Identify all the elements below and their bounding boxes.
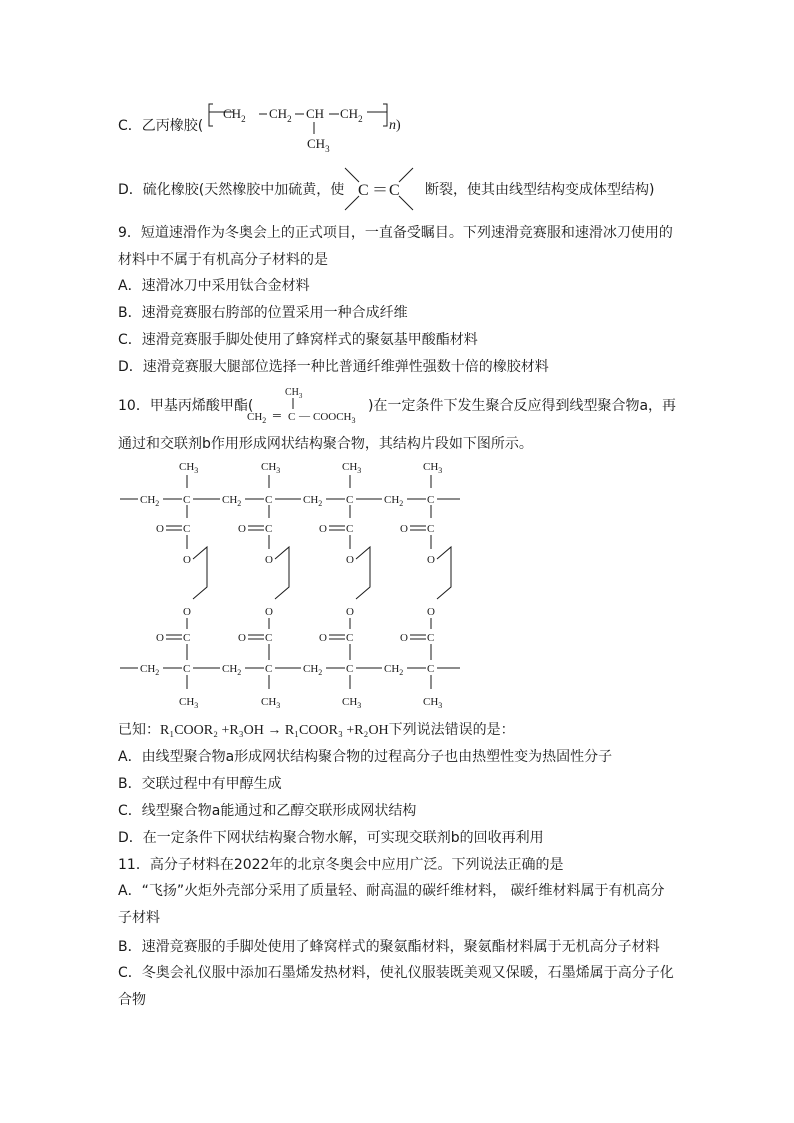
q8-ch2-a: $CH_2$ [223,106,246,124]
methyl-top: $CH_3$ [342,461,362,475]
q9-option-c: C．速滑竞赛服手脚处使用了蜂窝样式的聚氨基甲酸酯材料 [118,332,478,348]
methyl-top: $CH_3$ [261,461,281,475]
q8-ch2-b: $CH_2$ [269,106,292,124]
carbonyl-oxygen: O [156,523,164,535]
q10-known-reaction: R₁COOR₂ +R₃OH → R₁COOR₃ +R₂OH [160,723,389,738]
q10-mma-ch3: $CH_3$ [285,387,303,400]
quaternary-carbon: C [346,663,354,675]
carbonyl-carbon: C [427,632,435,644]
q8-option-d-letter: D． [118,182,143,198]
q11-option-a-line2: 子材料 [118,910,160,926]
methyl-top: $CH_3$ [423,461,443,475]
q8-c-right: C [389,182,400,199]
q10-mma-dash: — [299,410,310,422]
ch2-group: $CH_2$ [384,494,404,508]
q8-option-d-a [118,180,344,200]
carbonyl-oxygen: O [238,523,246,535]
q8-eq: ＝ [372,182,389,199]
q10-known-label: 已知： [118,722,160,738]
quaternary-carbon: C [427,663,435,675]
ester-oxygen: O [346,554,354,566]
q9-stem-line1: 9．短道速滑作为冬奥会上的正式项目，一直备受瞩目。下列速滑竞赛服和速滑冰刀使用的 [118,225,673,241]
q8-option-c [118,116,203,136]
q10-mma-ch2: $CH_2$ [247,411,267,425]
methyl-bottom: $CH_3$ [179,696,199,710]
quaternary-carbon: C [183,494,191,506]
q9-stem-line2: 材料中不属于有机高分子材料的是 [118,252,328,268]
q9-option-d: D．速滑竞赛服大腿部位选择一种比普通纤维弹性强数十倍的橡胶材料 [118,359,549,375]
ch2-group: $CH_2$ [140,494,160,508]
q10-stem-a: 10．甲基丙烯酸甲酯( [118,398,254,414]
q8-option-d-text-b: 断裂，使其由线型结构变成体型结构) [425,182,655,198]
ch2-group: $CH_2$ [140,663,160,677]
ester-oxygen: O [183,606,191,618]
q10-network-structure-diagram [0,455,794,715]
ester-oxygen: O [265,554,273,566]
carbonyl-oxygen: O [238,632,246,644]
q10-stem-b: )在一定条件下发生聚合反应得到线型聚合物a，再 [368,398,677,414]
q8-option-c-letter: C． [118,118,142,134]
carbonyl-oxygen: O [400,523,408,535]
q10-option-a: A．由线型聚合物a形成网状结构聚合物的过程高分子也由热塑性变为热固性分子 [118,749,613,765]
q11-option-b: B．速滑竞赛服的手脚处使用了蜂窝样式的聚氨酯材料，聚氨酯材料属于无机高分子材料 [118,939,660,955]
ch2-group: $CH_2$ [303,494,323,508]
ch2-group: $CH_2$ [222,494,242,508]
ch2-group: $CH_2$ [384,663,404,677]
q11-option-c-line1: C．冬奥会礼仪服中添加石墨烯发热材料，使礼仪服装既美观又保暖，石墨烯属于高分子化 [118,965,674,981]
carbonyl-carbon: C [183,523,191,535]
q11-stem: 11．高分子材料在2022年的北京冬奥会中应用广泛。下列说法正确的是 [118,857,564,873]
ester-oxygen: O [183,554,191,566]
q10-known [118,720,515,741]
methyl-bottom: $CH_3$ [342,696,362,710]
ethylene-bridge [437,547,451,599]
quaternary-carbon: C [346,494,354,506]
quaternary-carbon: C [183,663,191,675]
q8-ch: CH [306,106,325,121]
q8-n: n [389,118,396,133]
methyl-bottom: $CH_3$ [423,696,443,710]
carbonyl-oxygen: O [156,632,164,644]
ester-oxygen: O [427,554,435,566]
q11-option-c-line2: 合物 [118,992,146,1008]
carbonyl-carbon: C [346,523,354,535]
ethylene-bridge [356,547,370,599]
q10-mma-c: C [288,411,296,423]
q8-double-bond-diagram [343,166,415,212]
ethylene-bridge [275,547,289,599]
carbonyl-carbon: C [183,632,191,644]
carbonyl-carbon: C [427,523,435,535]
q11-option-a-line1: A．“飞扬”火炬外壳部分采用了质量轻、耐高温的碳纤维材料， 碳纤维材料属于有机高分 [118,883,665,899]
q8-option-c-text: 乙丙橡胶( [141,118,204,134]
q8-close-paren: ) [396,118,401,133]
q10-option-b: B．交联过程中有甲醇生成 [118,776,282,792]
q8-option-c-close [389,116,401,136]
ch2-group: $CH_2$ [303,663,323,677]
carbonyl-oxygen: O [319,632,327,644]
carbonyl-oxygen: O [319,523,327,535]
q8-option-d-b [425,180,654,200]
q10-mma-eq: ═ [273,410,281,422]
q10-known-tail: 下列说法错误的是： [388,722,515,738]
methyl-bottom: $CH_3$ [261,696,281,710]
methyl-top: $CH_3$ [179,461,199,475]
ethylene-bridge [193,547,207,599]
ester-oxygen: O [427,606,435,618]
ester-oxygen: O [346,606,354,618]
q10-stem-line2: 通过和交联剂b作用形成网状结构聚合物，其结构片段如下图所示。 [118,436,533,452]
q8-ch3: $CH_3$ [307,136,330,154]
q8-ethylene-propylene-formula [205,96,405,154]
q9-option-b: B．速滑竞赛服右胯部的位置采用一种合成纤维 [118,305,408,321]
q8-ch2-c: $CH_2$ [340,106,363,124]
q10-option-c: C．线型聚合物a能通过和乙醇交联形成网状结构 [118,803,417,819]
q10-mma-formula [245,382,375,426]
carbonyl-carbon: C [265,632,273,644]
quaternary-carbon: C [265,663,273,675]
carbonyl-oxygen: O [400,632,408,644]
carbonyl-carbon: C [265,523,273,535]
ch2-group: $CH_2$ [222,663,242,677]
ester-oxygen: O [265,606,273,618]
quaternary-carbon: C [427,494,435,506]
q10-mma-cooch3: $COOCH_3$ [313,411,356,425]
carbonyl-carbon: C [346,632,354,644]
quaternary-carbon: C [265,494,273,506]
q8-c-left: C [358,182,369,199]
q10-option-d: D．在一定条件下网状结构聚合物水解，可实现交联剂b的回收再利用 [118,830,544,846]
q9-option-a: A．速滑冰刀中采用钛合金材料 [118,278,310,294]
q8-option-d-text-a: 硫化橡胶(天然橡胶中加硫黄，使 [142,182,345,198]
